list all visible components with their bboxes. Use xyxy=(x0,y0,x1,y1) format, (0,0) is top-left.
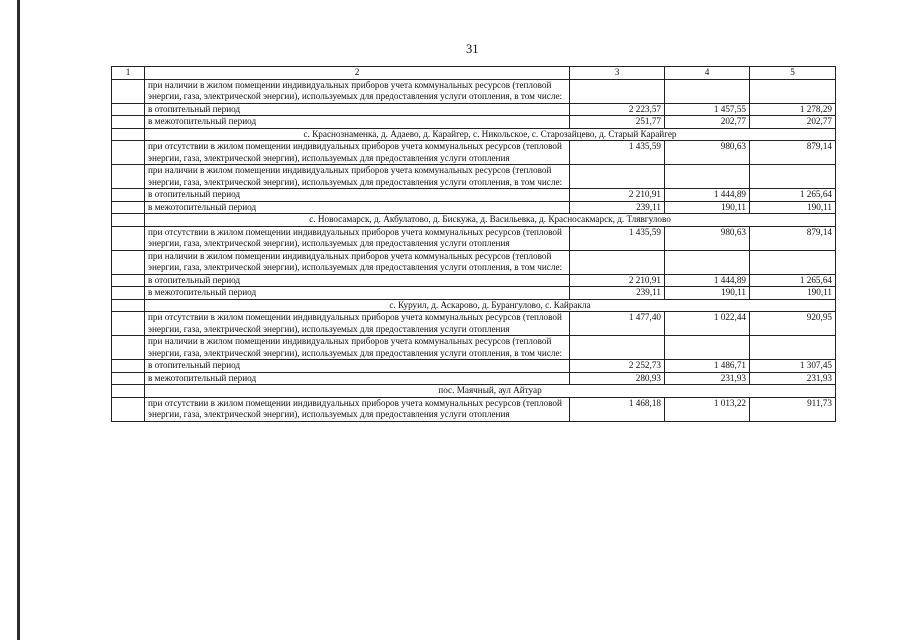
row-index-cell xyxy=(112,141,145,165)
period-row xyxy=(112,372,836,385)
period-row xyxy=(112,201,836,214)
value-col-3 xyxy=(570,79,665,103)
row-label: при наличии в жилом помещении индивидуальных приборов учета коммунальных ресурсов (тепловой энергии, газа, электрической энергии), используемых для предоставления услуги отопления, в том числе: xyxy=(145,336,570,360)
value-col-3: 2 252,73 xyxy=(570,360,665,373)
row-label: в отопительный период xyxy=(145,274,570,287)
value-col-5: 202,77 xyxy=(750,116,836,129)
row-label: при наличии в жилом помещении индивидуальных приборов учета коммунальных ресурсов (тепловой энергии, газа, электрической энергии), используемых для предоставления услуги отопления, в том числе: xyxy=(145,79,570,103)
row-label: в межотопительный период xyxy=(145,201,570,214)
section-title: пос. Маячный, аул Айтуар xyxy=(145,385,836,398)
row-index-cell xyxy=(112,385,145,398)
value-col-5: 1 307,45 xyxy=(750,360,836,373)
value-col-3 xyxy=(570,250,665,274)
row-label: в межотопительный период xyxy=(145,372,570,385)
header-col-2: 2 xyxy=(145,67,570,80)
row-index-cell xyxy=(112,116,145,129)
row-index-cell xyxy=(112,312,145,336)
value-col-3 xyxy=(570,165,665,189)
row-label: при отсутствии в жилом помещении индивидуальных приборов учета коммунальных ресурсов (тепловой энергии, газа, электрической энергии), используемых для предоставления услуги отопления xyxy=(145,141,570,165)
value-col-3: 1 435,59 xyxy=(570,141,665,165)
row-index-cell xyxy=(112,250,145,274)
value-col-4: 980,63 xyxy=(665,226,750,250)
period-row xyxy=(112,189,836,202)
value-col-3: 2 223,57 xyxy=(570,103,665,116)
header-col-1: 1 xyxy=(112,67,145,80)
section-row xyxy=(112,385,836,398)
value-col-4: 980,63 xyxy=(665,141,750,165)
table-row xyxy=(112,336,836,360)
section-title: с. Краснознаменка, д. Адаево, д. Карайгер, с. Никольское, с. Старозайцево, д. Старый Карайгер xyxy=(145,128,836,141)
row-label: в отопительный период xyxy=(145,103,570,116)
section-row xyxy=(112,128,836,141)
header-row xyxy=(112,67,836,80)
value-col-3: 1 477,40 xyxy=(570,312,665,336)
value-col-4 xyxy=(665,250,750,274)
value-col-5 xyxy=(750,250,836,274)
row-index-cell xyxy=(112,299,145,312)
row-label: при отсутствии в жилом помещении индивидуальных приборов учета коммунальных ресурсов (тепловой энергии, газа, электрической энергии), используемых для предоставления услуги отопления xyxy=(145,226,570,250)
row-index-cell xyxy=(112,360,145,373)
row-index-cell xyxy=(112,128,145,141)
value-col-4: 1 444,89 xyxy=(665,274,750,287)
value-col-5: 1 278,29 xyxy=(750,103,836,116)
value-col-4: 202,77 xyxy=(665,116,750,129)
value-col-3: 251,77 xyxy=(570,116,665,129)
row-index-cell xyxy=(112,103,145,116)
section-title: с. Новосамарск, д. Акбулатово, д. Бискужа, д. Васильевка, д. Красносакмарск, д. Тлявгулово xyxy=(145,214,836,227)
value-col-4 xyxy=(665,336,750,360)
row-index-cell xyxy=(112,287,145,300)
row-label: при наличии в жилом помещении индивидуальных приборов учета коммунальных ресурсов (тепловой энергии, газа, электрической энергии), используемых для предоставления услуги отопления, в том числе: xyxy=(145,165,570,189)
value-col-5 xyxy=(750,165,836,189)
value-col-3: 239,11 xyxy=(570,287,665,300)
section-row xyxy=(112,214,836,227)
value-col-3: 2 210,91 xyxy=(570,274,665,287)
value-col-3: 280,93 xyxy=(570,372,665,385)
value-col-5 xyxy=(750,79,836,103)
row-index-cell xyxy=(112,165,145,189)
row-index-cell xyxy=(112,201,145,214)
table-row xyxy=(112,141,836,165)
value-col-4: 231,93 xyxy=(665,372,750,385)
value-col-5: 231,93 xyxy=(750,372,836,385)
section-title: с. Куруил, д. Аскарово, д. Бурангулово, с. Кайракла xyxy=(145,299,836,312)
value-col-4: 190,11 xyxy=(665,201,750,214)
value-col-5: 1 265,64 xyxy=(750,274,836,287)
header-col-3: 3 xyxy=(570,67,665,80)
value-col-4 xyxy=(665,79,750,103)
value-col-5: 190,11 xyxy=(750,287,836,300)
row-label: в отопительный период xyxy=(145,189,570,202)
period-row xyxy=(112,116,836,129)
period-row xyxy=(112,274,836,287)
row-label: в межотопительный период xyxy=(145,116,570,129)
row-index-cell xyxy=(112,336,145,360)
tariff-table xyxy=(111,66,836,422)
value-col-3: 1 468,18 xyxy=(570,397,665,421)
row-label: при отсутствии в жилом помещении индивидуальных приборов учета коммунальных ресурсов (тепловой энергии, газа, электрической энергии), используемых для предоставления услуги отопления xyxy=(145,312,570,336)
value-col-4: 1 486,71 xyxy=(665,360,750,373)
table-row xyxy=(112,226,836,250)
header-col-5: 5 xyxy=(750,67,836,80)
row-index-cell xyxy=(112,214,145,227)
row-index-cell xyxy=(112,79,145,103)
value-col-3 xyxy=(570,336,665,360)
value-col-5: 1 265,64 xyxy=(750,189,836,202)
value-col-4: 1 457,55 xyxy=(665,103,750,116)
row-label: в отопительный период xyxy=(145,360,570,373)
value-col-5: 920,95 xyxy=(750,312,836,336)
page-number: 31 xyxy=(466,42,479,56)
row-index-cell xyxy=(112,372,145,385)
section-row xyxy=(112,299,836,312)
value-col-4: 190,11 xyxy=(665,287,750,300)
value-col-5 xyxy=(750,336,836,360)
row-label: при наличии в жилом помещении индивидуальных приборов учета коммунальных ресурсов (тепловой энергии, газа, электрической энергии), используемых для предоставления услуги отопления, в том числе: xyxy=(145,250,570,274)
table-row xyxy=(112,79,836,103)
value-col-4: 1 022,44 xyxy=(665,312,750,336)
page-binding-edge xyxy=(17,0,20,640)
header-col-4: 4 xyxy=(665,67,750,80)
value-col-3: 239,11 xyxy=(570,201,665,214)
row-index-cell xyxy=(112,397,145,421)
table-row xyxy=(112,312,836,336)
row-index-cell xyxy=(112,274,145,287)
value-col-5: 879,14 xyxy=(750,141,836,165)
row-index-cell xyxy=(112,226,145,250)
period-row xyxy=(112,360,836,373)
table-row xyxy=(112,397,836,421)
table-row xyxy=(112,250,836,274)
value-col-5: 911,73 xyxy=(750,397,836,421)
table-row xyxy=(112,165,836,189)
value-col-5: 879,14 xyxy=(750,226,836,250)
value-col-4: 1 444,89 xyxy=(665,189,750,202)
row-index-cell xyxy=(112,189,145,202)
value-col-3: 2 210,91 xyxy=(570,189,665,202)
value-col-4 xyxy=(665,165,750,189)
row-label: при отсутствии в жилом помещении индивидуальных приборов учета коммунальных ресурсов (тепловой энергии, газа, электрической энергии), используемых для предоставления услуги отопления xyxy=(145,397,570,421)
period-row xyxy=(112,287,836,300)
period-row xyxy=(112,103,836,116)
row-label: в межотопительный период xyxy=(145,287,570,300)
value-col-4: 1 013,22 xyxy=(665,397,750,421)
value-col-3: 1 435,59 xyxy=(570,226,665,250)
value-col-5: 190,11 xyxy=(750,201,836,214)
